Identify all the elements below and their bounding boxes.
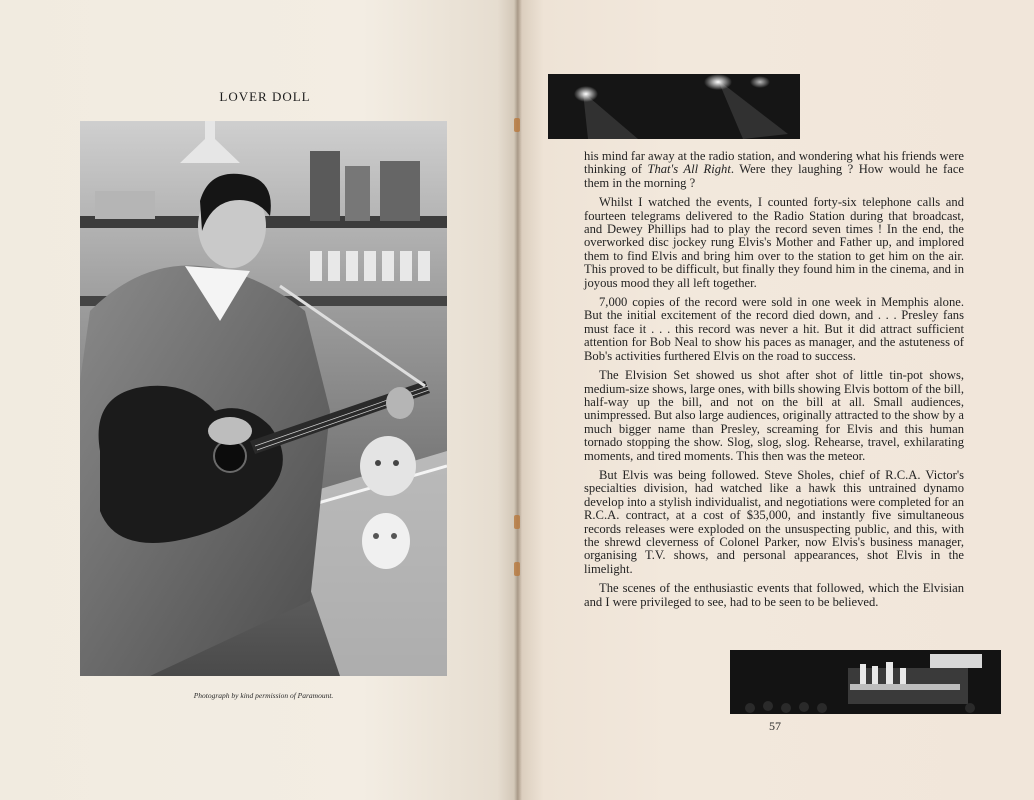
staple: [514, 515, 520, 529]
paragraph: 7,000 copies of the record were sold in one week in Memphis alone. But the initial excitement of the record died down, and . . . Presley fans must face it . . . this record was never a hit. But it did attract sufficient attention for Bob Neal to show his paces as manager, and the astuteness of Bob's activities furthered Elvis on the road to success.: [584, 295, 964, 363]
paragraph: [584, 150, 964, 190]
photo-title: LOVER DOLL: [219, 89, 311, 104]
paragraph: The scenes of the enthusiastic events that followed, which the Elvisian and I were privileged to see, had to be seen to be believed.: [584, 581, 964, 609]
paragraph-text: his mind far away at the radio station, and wondering what his friends were thinking of: [584, 149, 964, 177]
stage-lights-photo: [548, 74, 800, 139]
paragraph-text: . Were they laughing ? How would he face them in the morning ?: [584, 162, 964, 190]
elvis-guitar-photo: [80, 121, 447, 676]
article-text: [584, 150, 964, 615]
photo-credit: Photograph by kind permission of Paramount.: [193, 691, 334, 700]
page-number: 57: [769, 719, 781, 733]
paragraph: The Elvision Set showed us shot after shot of little tin-pot shows, medium-size shows, large ones, with bills showing Elvis bottom of the bill, half-way up the bill, and not on the bill at all. Small audiences, unimpressed. But also large audiences, originally attracted to the show by a much bigger name than Presley, screaming for Elvis and this human tornado stopping the show. Slog, slog, slog. Rehearse, travel, exhilarating moments, and tired moments. This then was the meteor.: [584, 368, 964, 463]
paragraph: But Elvis was being followed. Steve Sholes, chief of R.C.A. Victor's specialties division, had watched like a hawk this untrained dynamo develop into a stylish individualist, and negotiations were completed for an R.C.A. contract, at a cost of $35,000, and instantly five simultaneous records releases were exploded on the unsuspecting public, and this, with the shrewd cleverness of Colonel Parker, now Elvis's business manager, organising T.V. shows, and personal appearances, shot Elvis in the limelight.: [584, 467, 964, 576]
staple: [514, 118, 520, 132]
concert-stage-photo: [730, 650, 1001, 714]
paragraph: Whilst I watched the events, I counted forty-six telephone calls and fourteen telegrams delivered to the Radio Station during that broadcast, and Dewey Phillips had to play the record seven times ! In the end, the overworked disc jockey rung Elvis's Mother and Father up, and implored them to find Elvis and bring him over to the station to get him on the air. This proved to be difficult, but finally they found him in the cinema, and in joyous mood they all left together.: [584, 195, 964, 290]
staple: [514, 562, 520, 576]
song-title: That's All Right: [647, 162, 731, 177]
